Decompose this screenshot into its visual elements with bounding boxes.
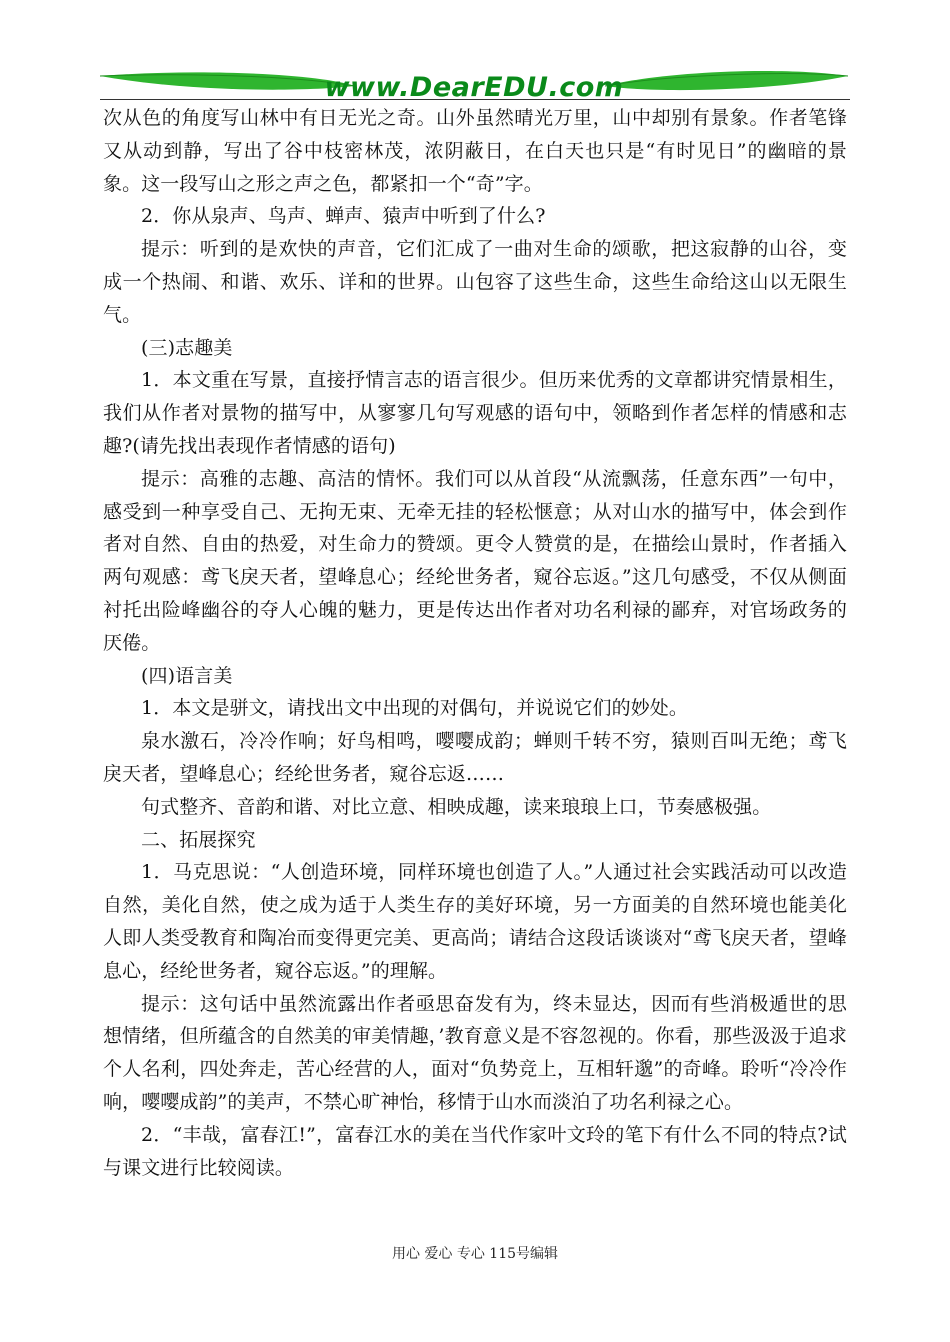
paragraph: 次从色的角度写山林中有日无光之奇。山外虽然晴光万里，山中却别有景象。作者笔锋又从动到静，写出了谷中枝密林茂，浓阴蔽日，在白天也只是“有时见日”的幽暗的景象。这一段写山之形之声之色，都紧扣一个“奇”字。 — [103, 107, 847, 195]
paragraph: 提示：高雅的志趣、高洁的情怀。我们可以从首段“从流飘荡，任意东西”一句中，感受到一种享受自己、无拘无束、无牵无挂的轻松惬意；从对山水的描写中，体会到作者对自然、自由的热爱，对生命力的赞颂。更令人赞赏的是，在描绘山景时，作者插入两句观感：鸢飞戾天者，望峰息心；经纶世务者，窥谷忘返。”这几句感受，不仅从侧面衬托出险峰幽谷的夺人心魄的魅力，更是传达出作者对功名利禄的鄙弃，对官场政务的厌倦。 — [103, 467, 847, 654]
paragraph: (三)志趣美 — [141, 336, 233, 359]
page-footer: 用心 爱心 专心 115号编辑 — [391, 1246, 559, 1262]
paragraph: 2．“丰哉，富春江!”，富春江水的美在当代作家叶文玲的笔下有什么不同的特点?试与课文进行比较阅读。 — [103, 1123, 847, 1179]
paragraph: 1．本文是骈文，请找出文中出现的对偶句，并说说它们的妙处。 — [141, 697, 688, 720]
paragraph: 2．你从泉声、鸟声、蝉声、猿声中听到了什么? — [141, 205, 546, 228]
document-body — [103, 102, 847, 1184]
paragraph: 1．马克思说：“人创造环境，同样环境也创造了人。”人通过社会实践活动可以改造自然，美化自然，使之成为适于人类生存的美好环境，另一方面美的自然环境也能美化人即人类受教育和陶冶而变得更完美、更高尚；请结合这段话谈谈对“鸢飞戾天者，望峰息心，经纶世务者，窥谷忘返。”的理解。 — [103, 861, 847, 982]
header-rule — [100, 99, 850, 100]
paragraph: 句式整齐、音韵和谐、对比立意、相映成趣，读来琅琅上口，节奏感极强。 — [141, 795, 772, 818]
paragraph: 提示：听到的是欢快的声音，它们汇成了一曲对生命的颂歌，把这寂静的山谷，变成一个热闹、和谐、欢乐、详和的世界。山包容了这些生命，这些生命给这山以无限生气。 — [103, 238, 847, 326]
paragraph: 1．本文重在写景，直接抒情言志的语言很少。但历来优秀的文章都讲究情景相生，我们从作者对景物的描写中，从寥寥几句写观感的语句中，领略到作者怎样的情感和志趣?(请先找出表现作者情感的语句) — [103, 369, 847, 457]
paragraph: 提示：这句话中虽然流露出作者亟思奋发有为，终未显达，因而有些消极遁世的思想情绪，但所蕴含的自然美的审美情趣，’教育意义是不容忽视的。你看，那些汲汲于追求个人名利，四处奔走，苦心经营的人，面对“负势竞上，互相轩邈”的奇峰。聆听“冷冷作响，嘤嘤成韵”的美声，不禁心旷神怡，移情于山水而淡泊了功名利禄之心。 — [103, 992, 847, 1113]
paragraph: 二、拓展探究 — [141, 828, 256, 851]
site-logo: www.DearEDU.com — [324, 72, 624, 103]
paragraph: (四)语言美 — [141, 664, 233, 687]
paragraph: 泉水激石，冷冷作响；好鸟相鸣，嘤嘤成韵；蝉则千转不穷，猿则百叫无绝；鸢飞戾天者，望峰息心；经纶世务者，窥谷忘返…… — [103, 730, 847, 785]
